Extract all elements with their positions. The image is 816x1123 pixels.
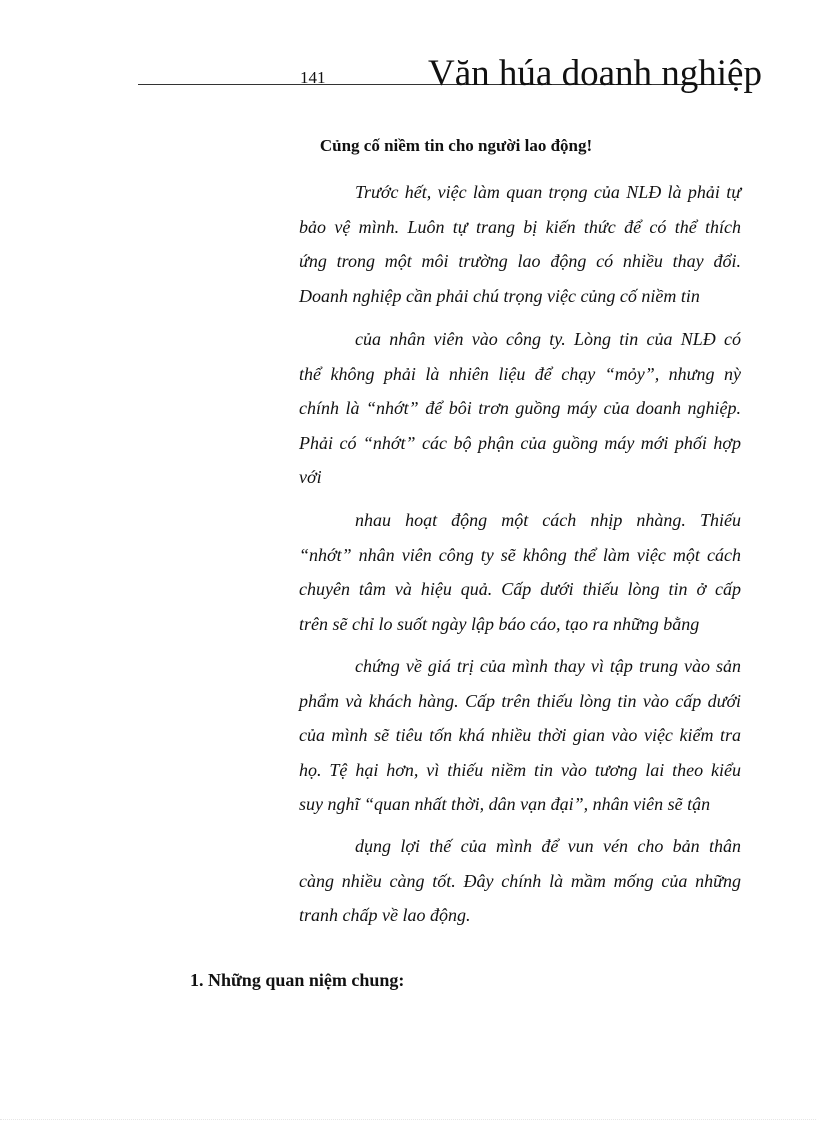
paragraph-line: với bbox=[299, 467, 322, 487]
paragraph-line: của nhân viên vào công ty. Lòng tin của NLĐ có bbox=[355, 329, 741, 349]
paragraph-line: Phải có “nhớt” các bộ phận của guồng máy mới phối hợp bbox=[299, 432, 741, 453]
paragraph-line: dụng lợi thế của mình để vun vén cho bản thân bbox=[355, 836, 742, 856]
paragraph-line: suy nghĩ “quan nhất thời, dân vạn đại”, nhân viên sẽ tận bbox=[299, 794, 711, 814]
paragraph-line: phẩm và khách hàng. Cấp trên thiếu lòng tin vào cấp dưới bbox=[299, 690, 742, 711]
paragraph-line: nhau hoạt động một cách nhịp nhàng. Thiếu bbox=[355, 510, 741, 530]
paragraph-line: Doanh nghiệp cần phải chú trọng việc củng cố niềm tin bbox=[299, 285, 700, 306]
paragraph-line: tranh chấp về lao động. bbox=[299, 905, 471, 925]
paragraph-5 bbox=[299, 829, 741, 933]
paragraph-line: ứng trong một môi trường lao động có nhiều thay đổi. bbox=[299, 251, 741, 271]
section-heading: Củng cố niềm tin cho người lao động! bbox=[319, 136, 593, 155]
footer-divider bbox=[0, 1119, 816, 1121]
paragraph-line: Trước hết, việc làm quan trọng của NLĐ là phải tự bbox=[355, 182, 742, 202]
paragraph-2 bbox=[299, 322, 741, 495]
paragraph-3 bbox=[299, 503, 741, 641]
paragraph-line: trên sẽ chỉ lo suốt ngày lập báo cáo, tạo ra những bằng bbox=[299, 613, 700, 634]
paragraph-line: càng nhiều càng tốt. Đây chính là mầm mống của những bbox=[299, 870, 741, 891]
paragraph-1 bbox=[299, 175, 741, 313]
paragraph-line: chuyên tâm và hiệu quả. Cấp dưới thiếu lòng tin ở cấp bbox=[299, 579, 742, 599]
page-number: 141 bbox=[300, 68, 326, 87]
paragraph-line: bảo vệ mình. Luôn tự trang bị kiến thức để có thể thích bbox=[299, 216, 742, 237]
paragraph-line: chính là “nhớt” để bôi trơn guồng máy của doanh nghiệp. bbox=[299, 398, 741, 418]
paragraph-line: thể không phải là nhiên liệu để chạy “mỏy”, nhưng nỳ bbox=[299, 363, 741, 384]
subsection-heading: 1. Những quan niệm chung: bbox=[190, 970, 405, 990]
running-title: Văn húa doanh nghiệp bbox=[428, 53, 762, 94]
paragraph-4 bbox=[299, 649, 741, 822]
paragraph-line: “nhớt” nhân viên công ty sẽ không thể làm việc một cách bbox=[299, 544, 741, 565]
paragraph-line: họ. Tệ hại hơn, vì thiếu niềm tin vào tương lai theo kiểu bbox=[299, 759, 742, 780]
paragraph-line: chứng về giá trị của mình thay vì tập trung vào sản bbox=[355, 656, 741, 676]
paragraph-line: của mình sẽ tiêu tốn khá nhiều thời gian vào việc kiểm tra bbox=[299, 725, 741, 745]
